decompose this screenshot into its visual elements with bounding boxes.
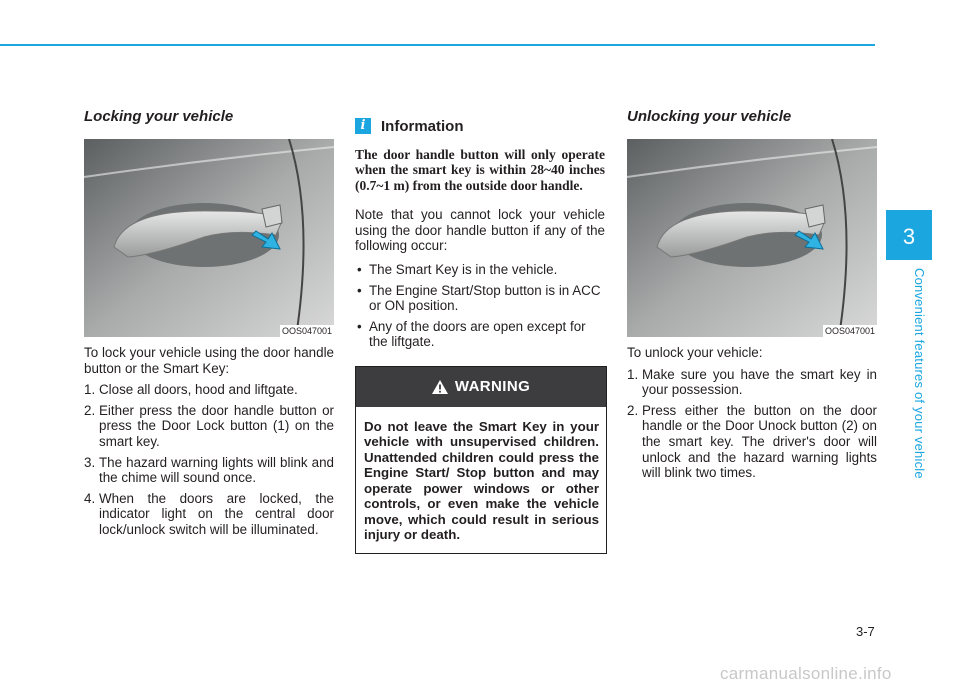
locking-heading: Locking your vehicle (84, 108, 234, 125)
information-section (355, 112, 605, 554)
chapter-number-tab: 3 (886, 210, 932, 260)
unlocking-section (627, 108, 877, 486)
list-item: • Any of the doors are open except for the liftgate. (357, 318, 586, 350)
chapter-title: Convenient features of your vehicle (912, 268, 927, 479)
locking-intro: To lock your vehicle using the door handle button or the Smart Key: (84, 345, 334, 376)
list-item: 3. The hazard warning lights will blink and the chime will sound once. (84, 454, 334, 486)
information-bullets (355, 262, 605, 350)
locking-steps (84, 382, 334, 537)
figure-code: OOS047001 (281, 326, 332, 336)
locking-section (84, 108, 334, 543)
information-note: Note that you cannot lock your vehicle using the door handle button if any of the following occur: (355, 207, 605, 254)
warning-header (356, 367, 606, 407)
list-item: 4. When the doors are locked, the indicator light on the central door lock/unlock switch will be illuminated. (84, 490, 334, 537)
door-handle-image (84, 139, 334, 337)
list-item: • The Engine Start/Stop button is in ACC or ON position. (357, 282, 601, 314)
warning-box (355, 366, 607, 554)
figure-code: OOS047001 (824, 326, 875, 336)
unlocking-intro: To unlock your vehicle: (627, 345, 763, 360)
list-item: 1. Make sure you have the smart key in your possession. (627, 366, 877, 398)
warning-label: WARNING (454, 378, 531, 396)
unlocking-heading: Unlocking your vehicle (627, 108, 792, 125)
page-number: 3-7 (856, 624, 875, 639)
information-title: Information (381, 118, 464, 135)
warning-text: Do not leave the Smart Key in your vehicle with unsupervised children. Unattended children could press the Engine Start/ Stop button and may operate power windows or other controls, or even make the vehicle move, which could result in serious injury or death. (364, 418, 599, 543)
warning-triangle-icon (432, 380, 448, 394)
information-bold-text: The door handle button will only operate when the smart key is within 28~40 inches (0.7~1 m) from the outside door handle. (355, 147, 605, 193)
watermark: carmanualsonline.info (720, 664, 892, 683)
list-item: • The Smart Key is in the vehicle. (357, 262, 558, 277)
door-handle-image (627, 139, 877, 337)
list-item: 1. Close all doors, hood and liftgate. (84, 382, 298, 398)
information-header (355, 112, 605, 135)
top-rule (0, 44, 875, 46)
door-handle-figure-lock (84, 139, 334, 337)
door-handle-figure-unlock (627, 139, 877, 337)
unlocking-steps (627, 367, 877, 481)
list-item: 2. Press either the button on the door handle or the Door Unock button (2) on the smart key. The driver's door will unlock and the hazard warning lights will blink two times. (627, 402, 877, 481)
list-item: 2. Either press the door handle button or press the Door Lock button (1) on the smart key. (84, 402, 334, 449)
info-icon: i (355, 118, 371, 134)
